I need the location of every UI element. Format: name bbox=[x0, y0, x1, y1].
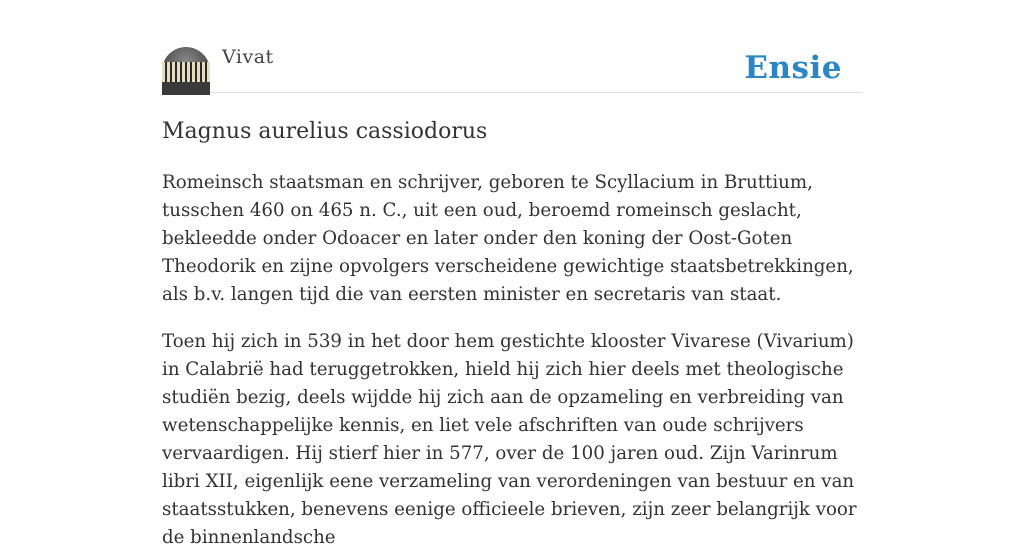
ensie-logo[interactable]: Ensie bbox=[744, 50, 842, 86]
publication-avatar[interactable] bbox=[162, 47, 210, 95]
bookshelf-image bbox=[162, 62, 210, 82]
article-page bbox=[162, 0, 862, 552]
publication-name[interactable]: Vivat bbox=[222, 46, 274, 68]
article-title: Magnus aurelius cassiodorus bbox=[162, 119, 488, 144]
article-paragraph: Romeinsch staatsman en schrijver, geboren te Scyllacium in Bruttium, tusschen 460 on 465 n. C., uit een oud, beroemd romeinsch geslacht, bekleedde onder Odoacer en later onder den koning der Oost-Goten Theodorik en zijne opvolgers verscheidene gewichtige staatsbetrekkingen, als b.v. langen tijd die van eersten minister en secretaris van staat. bbox=[162, 172, 854, 305]
article-paragraph: Toen hij zich in 539 in het door hem gestichte klooster Vivarese (Vivarium) in Calabrië had teruggetrokken, hield hij zich hier deels met theologische studiën bezig, deels wijdde hij zich aan de opzameling en verbreiding van wetenschappelijke kennis, en liet vele afschriften van oude schrijvers vervaardigen. Hij stierf hier in 577, over de 100 jaren oud. Zijn Varinrum libri XII, eigenlijk eene verzameling van verordeningen van bestuur en van staatsstukken, benevens eenige officieele brieven, zijn zeer belangrijk voor de binnenlandsche bbox=[162, 331, 857, 548]
header bbox=[162, 0, 862, 93]
